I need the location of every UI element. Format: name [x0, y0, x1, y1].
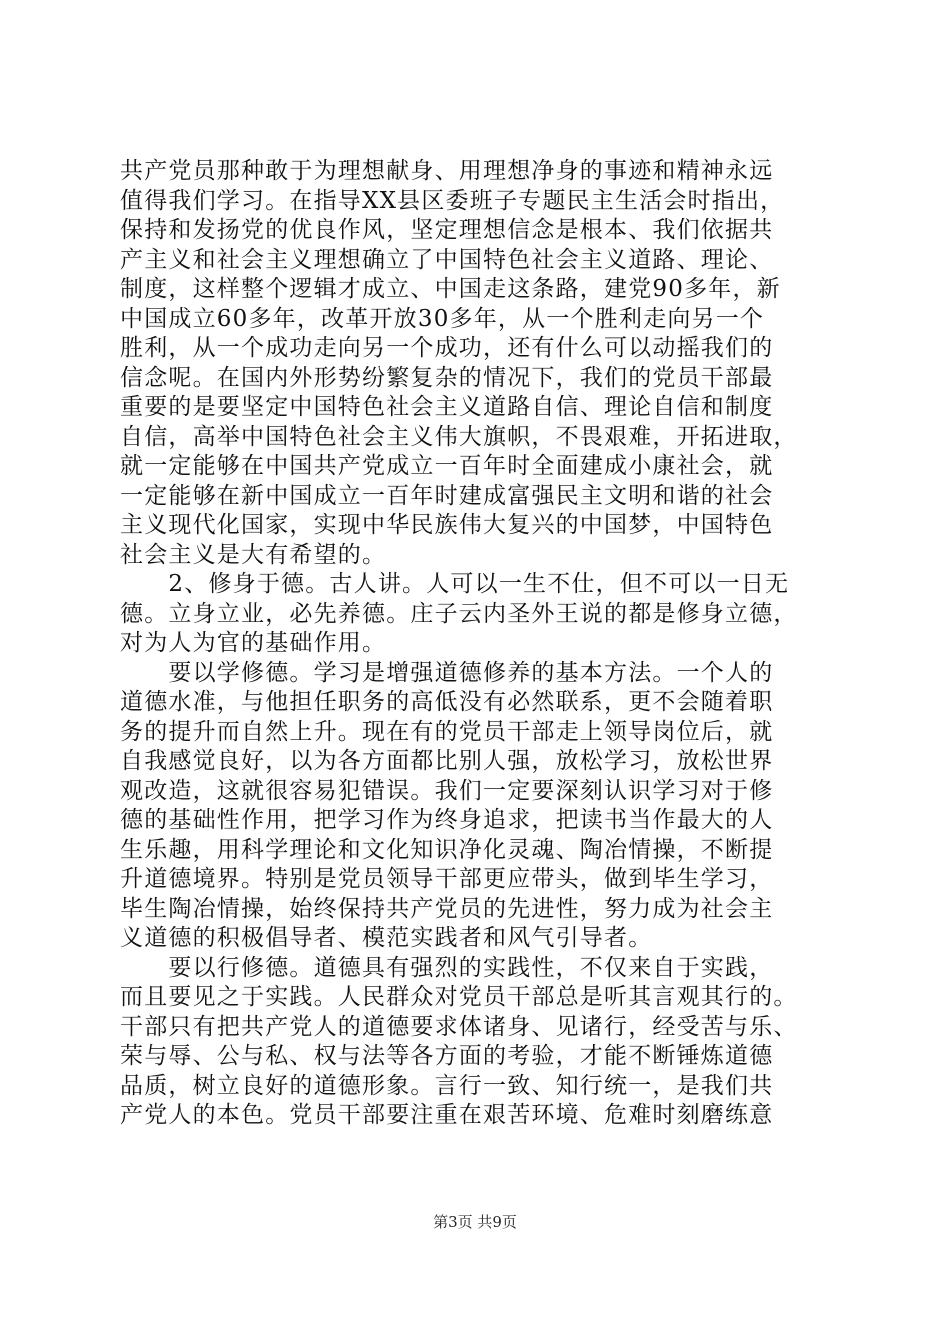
text-line: 2、修身于德。古人讲。人可以一生不仕，但不可以一日无 — [120, 571, 790, 597]
text-line: 胜利，从一个成功走向另一个成功，还有什么可以动摇我们的 — [120, 335, 774, 361]
text-line: 重要的是要坚定中国特色社会主义道路自信、理论自信和制度 — [120, 394, 774, 420]
text-line: 务的提升而自然上升。现在有的党员干部走上领导岗位后，就 — [120, 718, 774, 745]
text-line: 保持和发扬党的优良作风，坚定理想信念是根本、我们依据共 — [120, 217, 774, 243]
text-line: 中国成立60多年，改革开放30多年，从一个胜利走向另一个 — [120, 305, 765, 332]
text-line: 而且要见之于实践。人民群众对党员干部总是听其言观其行的。 — [120, 984, 798, 1010]
text-line: 值得我们学习。在指导XX县区委班子专题民主生活会时指出， — [120, 187, 785, 214]
text-line: 品质，树立良好的道德形象。言行一致、知行统一，是我们共 — [120, 1072, 774, 1099]
text-line: 道德水准，与他担任职务的高低没有必然联系，更不会随着职 — [120, 689, 774, 715]
text-line: 德。立身立业，必先养德。庄子云内圣外王说的都是修身立德， — [120, 600, 798, 627]
text-line: 自信，高举中国特色社会主义伟大旗帜，不畏艰难，开拓进取， — [120, 423, 798, 450]
text-line: 观改造，这就很容易犯错误。我们一定要深刻认识学习对于修 — [120, 777, 774, 804]
text-line: 生乐趣，用科学理论和文化知识净化灵魂、陶冶情操，不断提 — [120, 836, 774, 863]
text-line: 共产党员那种敢于为理想献身、用理想净身的事迹和精神永远 — [120, 158, 774, 184]
text-line: 信念呢。在国内外形势纷繁复杂的情况下，我们的党员干部最 — [120, 364, 774, 391]
page-number-footer: 第3页 共9页 — [433, 1213, 517, 1231]
text-line: 德的基础性作用，把学习作为终身追求，把读书当作最大的人 — [120, 807, 774, 833]
text-line: 制度，这样整个逻辑才成立、中国走这条路，建党90多年，新 — [120, 276, 781, 302]
body-text — [120, 157, 840, 1131]
text-line: 干部只有把共产党人的道德要求体诸身、见诸行，经受苦与乐、 — [120, 1013, 798, 1040]
text-line: 义道德的积极倡导者、模范实践者和风气引导者。 — [120, 925, 653, 951]
text-line: 毕生陶冶情操，始终保持共产党员的先进性，努力成为社会主 — [120, 895, 774, 922]
text-line: 产党人的本色。党员干部要注重在艰苦环境、危难时刻磨练意 — [120, 1102, 774, 1128]
text-line: 自我感觉良好，以为各方面都比别人强，放松学习，放松世界 — [120, 748, 774, 774]
text-line: 要以行修德。道德具有强烈的实践性，不仅来自于实践， — [120, 954, 774, 981]
text-line: 升道德境界。特别是党员领导干部更应带头，做到毕生学习， — [120, 866, 774, 892]
text-line: 荣与辱、公与私、权与法等各方面的考验，才能不断锤炼道德 — [120, 1043, 774, 1069]
text-line: 一定能够在新中国成立一百年时建成富强民主文明和谐的社会 — [120, 482, 774, 509]
text-line: 社会主义是大有希望的。 — [120, 541, 387, 568]
text-line: 产主义和社会主义理想确立了中国特色社会主义道路、理论、 — [120, 246, 774, 273]
text-line: 对为人为官的基础作用。 — [120, 630, 387, 656]
text-line: 要以学修德。学习是增强道德修养的基本方法。一个人的 — [120, 659, 774, 686]
text-line: 主义现代化国家，实现中华民族伟大复兴的中国梦，中国特色 — [120, 512, 774, 538]
text-line: 就一定能够在中国共产党成立一百年时全面建成小康社会，就 — [120, 453, 774, 479]
